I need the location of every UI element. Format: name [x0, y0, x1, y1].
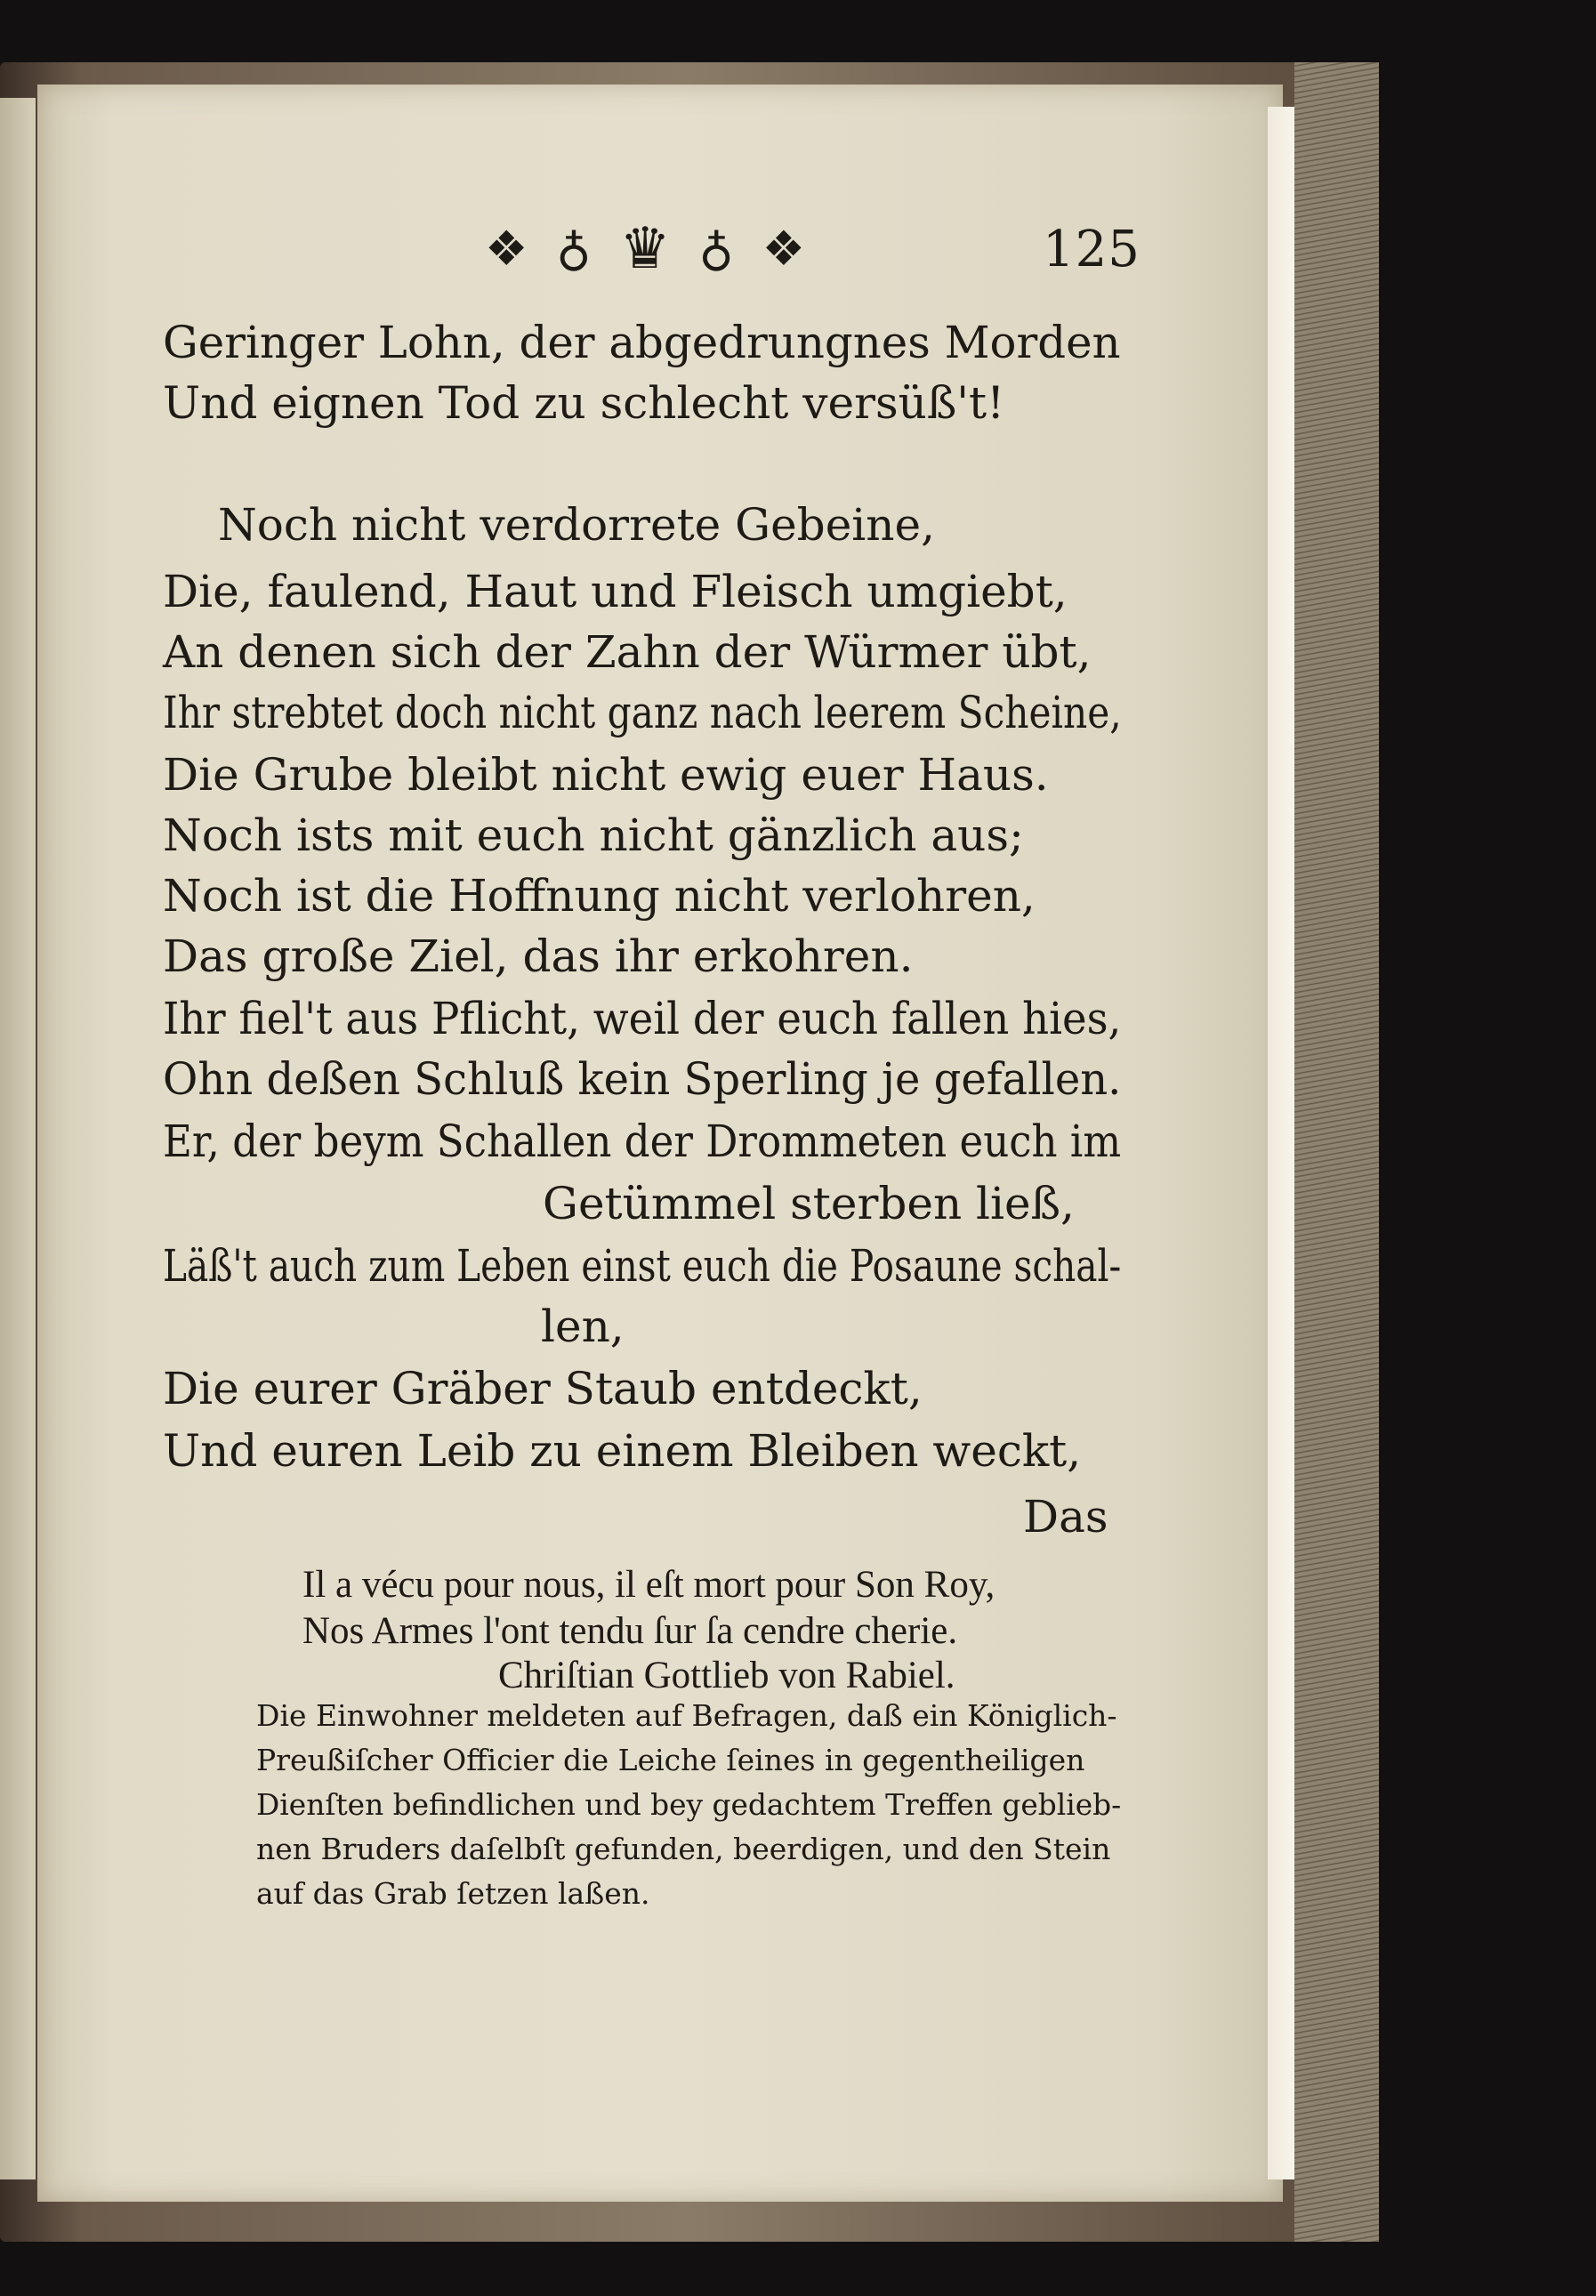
- poem-line: Und euren Leib zu einem Bleiben weckt,: [163, 1425, 1082, 1477]
- ornament-inner-left-icon: ♁: [556, 221, 592, 277]
- page-fore-edge: [1268, 107, 1294, 2179]
- ornament-left-icon: ❖: [485, 221, 528, 277]
- poem-line: Läß't auch zum Leben einst euch die Posaune schal-: [163, 1240, 1122, 1292]
- facing-page-edge: [0, 98, 36, 2179]
- poem-line: Geringer Lohn, der abgedrungnes Morden: [163, 317, 1121, 368]
- footnote-line: Preußiſcher Officier die Leiche ſeines in gegentheiligen: [256, 1743, 1085, 1777]
- poem-line: Noch nicht verdorrete Gebeine,: [218, 499, 935, 551]
- poem-line: Ihr strebtet doch nicht ganz nach leerem Scheine,: [163, 687, 1122, 738]
- poem-line: Die, faulend, Haut und Fleisch umgiebt,: [163, 566, 1068, 617]
- poem-line: Noch ist die Hoffnung nicht verlohren,: [163, 870, 1036, 922]
- citation-line: Nos Armes l'ont tendu ſur ſa cendre cherie.: [302, 1610, 958, 1652]
- header-ornament: [485, 213, 805, 285]
- footnote-line: Die Einwohner meldeten auf Befragen, daß ein Königlich-: [256, 1698, 1117, 1733]
- footnote-line: auf das Grab ſetzen laßen.: [256, 1876, 650, 1911]
- page-number: 125: [1043, 221, 1141, 278]
- ornament-crown-icon: ♛: [619, 216, 671, 282]
- footnote-line: nen Bruders daſelbſt gefunden, beerdigen, und den Stein: [256, 1832, 1111, 1866]
- poem-line: An denen sich der Zahn der Würmer übt,: [163, 626, 1092, 678]
- poem-line: Das große Ziel, das ihr erkohren.: [163, 930, 914, 982]
- citation-author: Chriſtian Gottlieb von Rabiel.: [498, 1655, 955, 1696]
- citation-line: Il a vécu pour nous, il eſt mort pour Son Roy,: [302, 1564, 995, 1606]
- poem-line: len,: [541, 1301, 625, 1352]
- poem-line: Ihr fiel't aus Pflicht, weil der euch fallen hies,: [163, 993, 1122, 1044]
- poem-line: Die Grube bleibt nicht ewig euer Haus.: [163, 749, 1049, 801]
- ornament-right-icon: ❖: [762, 221, 805, 277]
- page-block-edges: [1294, 62, 1379, 2242]
- poem-line: Getümmel sterben ließ,: [543, 1178, 1075, 1229]
- poem-line: Er, der beym Schallen der Drommeten euch im: [163, 1116, 1122, 1167]
- poem-line: Ohn deßen Schluß kein Sperling je gefallen.: [163, 1053, 1122, 1105]
- ornament-inner-right-icon: ♁: [698, 221, 734, 277]
- footnote-line: Dienſten befindlichen und bey gedachtem Treffen geblieb-: [256, 1787, 1122, 1822]
- poem-line: Und eignen Tod zu schlecht versüß't!: [163, 377, 1005, 429]
- poem-line: Noch ists mit euch nicht gänzlich aus;: [163, 810, 1024, 861]
- catchword: Das: [1023, 1491, 1108, 1543]
- poem-line: Die eurer Gräber Staub entdeckt,: [163, 1363, 923, 1414]
